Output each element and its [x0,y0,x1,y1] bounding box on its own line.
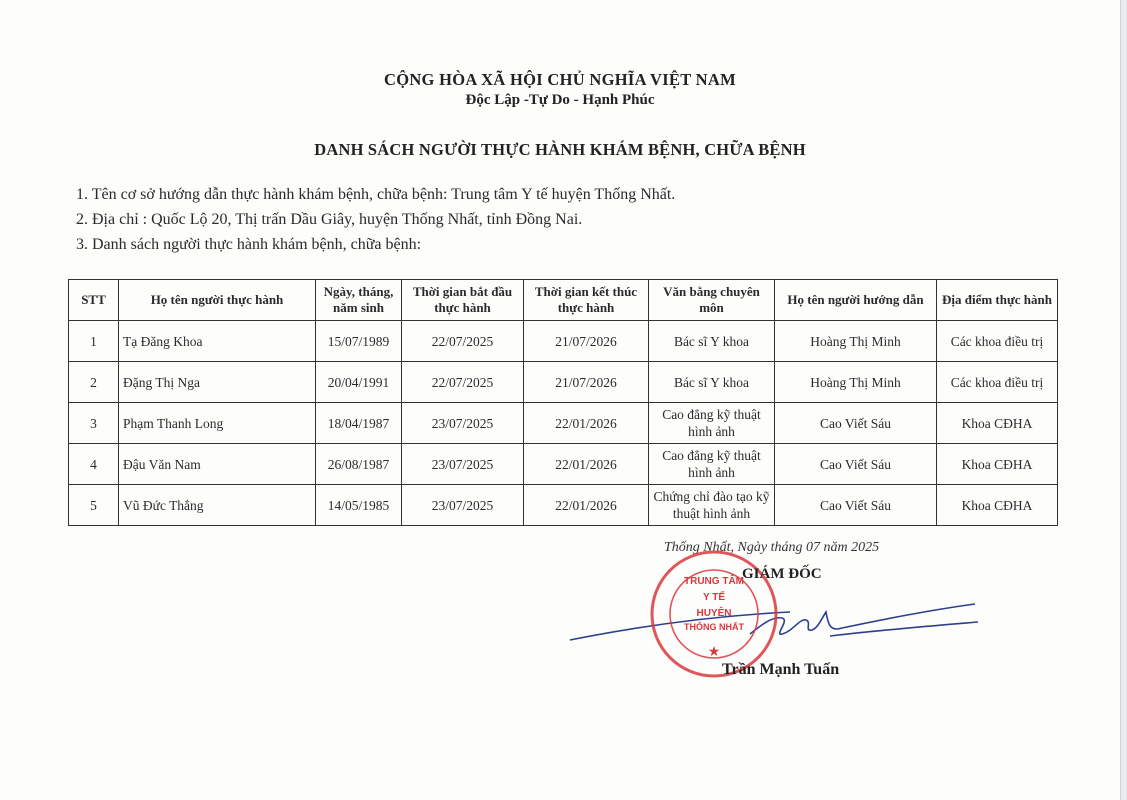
cell-place: Khoa CĐHA [937,485,1058,526]
col-header-start: Thời gian bắt đầu thực hành [402,280,524,321]
cell-name: Đặng Thị Nga [119,362,316,403]
cell-place: Các khoa điều trị [937,362,1058,403]
cell-stt: 1 [69,321,119,362]
cell-end: 22/01/2026 [524,485,649,526]
cell-end: 22/01/2026 [524,444,649,485]
cell-dob: 15/07/1989 [316,321,402,362]
table-row [69,444,1058,485]
cell-degree: Cao đẳng kỹ thuật hình ảnh [649,444,775,485]
cell-stt: 5 [69,485,119,526]
table-row [69,485,1058,526]
stamp-line-1: TRUNG TÂM [684,576,744,587]
cell-place: Khoa CĐHA [937,444,1058,485]
cell-stt: 4 [69,444,119,485]
cell-degree: Cao đẳng kỹ thuật hình ảnh [649,403,775,444]
cell-start: 23/07/2025 [402,403,524,444]
cell-start: 23/07/2025 [402,485,524,526]
cell-start: 22/07/2025 [402,362,524,403]
col-header-mentor: Họ tên người hướng dẫn [775,280,937,321]
cell-mentor: Cao Viết Sáu [775,403,937,444]
cell-degree: Bác sĩ Y khoa [649,362,775,403]
motto-heading: Độc Lập -Tự Do - Hạnh Phúc [465,92,655,108]
cell-mentor: Hoàng Thị Minh [775,362,937,403]
cell-end: 21/07/2026 [524,321,649,362]
cell-name: Vũ Đức Thắng [119,485,316,526]
col-header-degree: Văn bằng chuyên môn [649,280,775,321]
info-address: 2. Địa chỉ : Quốc Lộ 20, Thị trấn Dầu Giây, huyện Thống Nhất, tỉnh Đồng Nai. [76,211,583,228]
col-header-dob: Ngày, tháng, năm sinh [316,280,402,321]
signer-name: Trần Mạnh Tuấn [722,661,840,678]
cell-mentor: Cao Viết Sáu [775,444,937,485]
nation-heading: CỘNG HÒA XÃ HỘI CHỦ NGHĨA VIỆT NAM [383,70,736,89]
cell-start: 23/07/2025 [402,444,524,485]
cell-dob: 18/04/1987 [316,403,402,444]
stamp-line-4: THỐNG NHẤT [684,622,744,632]
cell-start: 22/07/2025 [402,321,524,362]
cell-name: Phạm Thanh Long [119,403,316,444]
practitioner-table [68,279,1058,526]
col-header-place: Địa điểm thực hành [937,280,1058,321]
cell-mentor: Cao Viết Sáu [775,485,937,526]
cell-stt: 3 [69,403,119,444]
table-header-row [69,280,1058,321]
col-header-stt: STT [69,280,119,321]
signature-date-line: Thống Nhất, Ngày tháng 07 năm 2025 [664,540,880,555]
table-row [69,362,1058,403]
stamp-line-3: HUYỆN [696,608,732,619]
cell-name: Đậu Văn Nam [119,444,316,485]
document-title: DANH SÁCH NGƯỜI THỰC HÀNH KHÁM BỆNH, CHỮA BỆNH [314,140,806,159]
cell-dob: 14/05/1985 [316,485,402,526]
table-row [69,403,1058,444]
table-row [69,321,1058,362]
info-facility: 1. Tên cơ sở hướng dẫn thực hành khám bệnh, chữa bệnh: Trung tâm Y tế huyện Thống Nhất. [76,186,676,203]
stamp-star-icon: ★ [707,643,721,659]
cell-end: 22/01/2026 [524,403,649,444]
cell-stt: 2 [69,362,119,403]
cell-degree: Chứng chỉ đào tạo kỹ thuật hình ảnh [649,485,775,526]
stamp-line-2: Y TẾ [702,592,726,603]
col-header-name: Họ tên người thực hành [119,280,316,321]
cell-degree: Bác sĩ Y khoa [649,321,775,362]
signer-title: GIÁM ĐỐC [742,566,822,582]
cell-place: Các khoa điều trị [937,321,1058,362]
cell-mentor: Hoàng Thị Minh [775,321,937,362]
cell-end: 21/07/2026 [524,362,649,403]
cell-dob: 26/08/1987 [316,444,402,485]
col-header-end: Thời gian kết thúc thực hành [524,280,649,321]
cell-dob: 20/04/1991 [316,362,402,403]
info-list-heading: 3. Danh sách người thực hành khám bệnh, chữa bệnh: [76,236,422,253]
cell-name: Tạ Đăng Khoa [119,321,316,362]
cell-place: Khoa CĐHA [937,403,1058,444]
